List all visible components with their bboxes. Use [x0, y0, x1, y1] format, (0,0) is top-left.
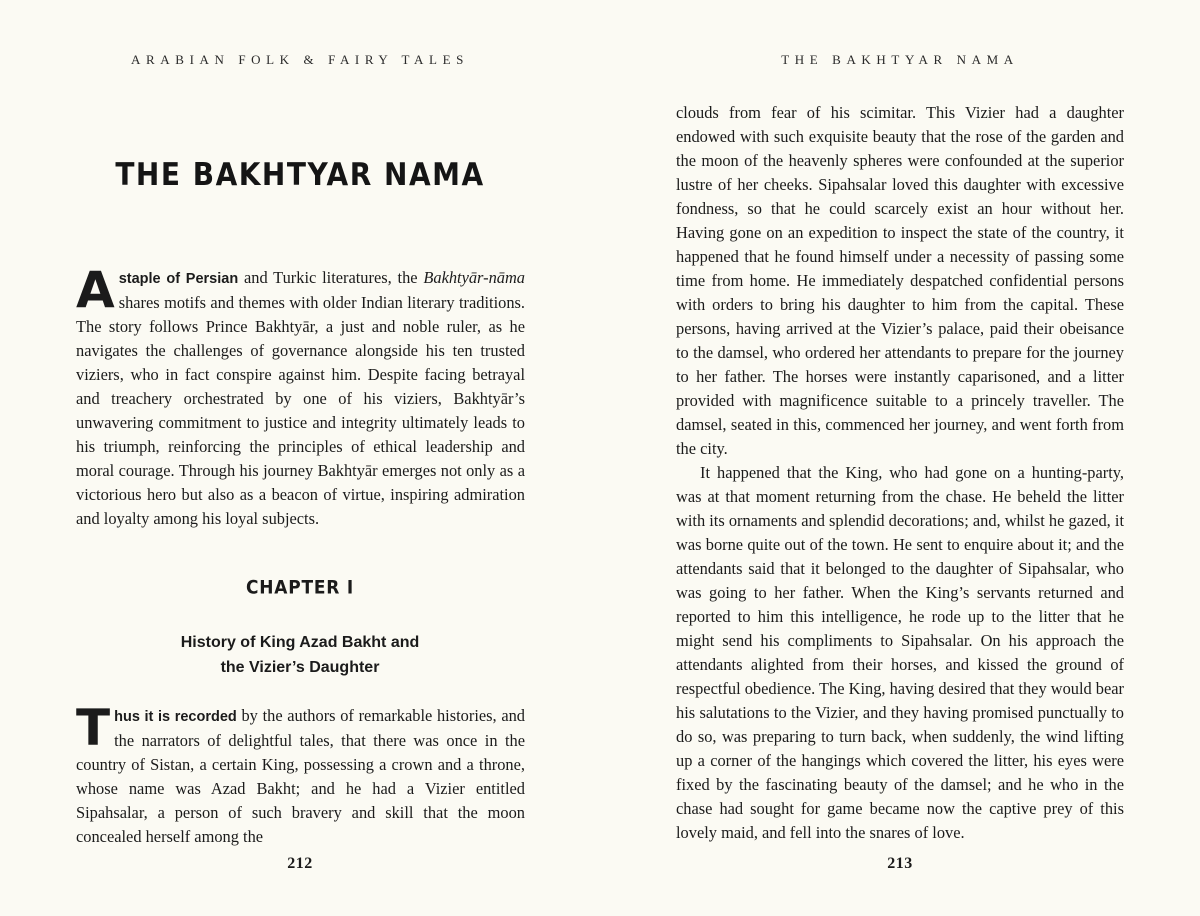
section-title-line-2: the Vizier’s Daughter [220, 659, 380, 676]
intro-lead-words: staple of Persian [118, 271, 239, 287]
chapter-text-rest: by the authors of remarkable histories, and the narrators of delightful tales, that there was once in the country of Sistan, a certain King, possessing a crown and a throne, whose name was Azad Bakht; and he had a Vizier entitled Sipahsalar, a person of such bravery and skill that the moon concealed herself among the [76, 706, 525, 846]
chapter-heading: CHAPTER I [245, 577, 355, 599]
page-title: THE BAKHTYAR NAMA [115, 156, 485, 193]
section-title-line-1: History of King Azad Bakht and [180, 634, 420, 651]
running-head-left: ARABIAN FOLK & FAIRY TALES [131, 52, 469, 67]
chapter-lead-words: hus it is recorded [114, 709, 237, 725]
chapter-opening-paragraph [76, 699, 525, 849]
intro-text-start: and Turkic literatures, the [238, 268, 424, 287]
intro-paragraph [76, 261, 525, 531]
page-number-right: 213 [887, 855, 913, 872]
right-page-body [676, 101, 1124, 845]
section-title [0, 630, 600, 680]
right-paragraph-2: It happened that the King, who had gone on a hunting-party, was at that moment returning from the chase. He beheld the litter with its ornaments and splendid decorations; and, whilst he gazed, it was borne quite out of the town. He sent to enquire about it; and the attendants said that it belonged to the daughter of Sipahsalar, who was going to her father. When the King’s servants returned and reported to him this intelligence, he rode up to the litter that he might send his compliments to Sipahsalar. On his approach the attendants alighted from their horses, and kissed the ground of respectful obedience. The King, having desired that they would bear his salutations to the Vizier, and they having promised punctually to do so, was preparing to turn back, when suddenly, the wind lifting up a corner of the hangings which covered the litter, his eyes were fixed by the fascinating beauty of the damsel; and he who in the chase had sought for game became now the captive prey of this lovely maid, and fell into the snares of love. [676, 463, 1125, 842]
intro-italic-title: Bakhtyār-nāma [423, 268, 525, 287]
page-number-left: 212 [287, 855, 313, 872]
running-head-right: THE BAKHTYAR NAMA [781, 52, 1019, 67]
dropcap-intro: A [76, 261, 115, 319]
right-paragraph-1: clouds from fear of his scimitar. This Vizier had a daughter endowed with such exquisite beauty that the rose of the garden and the moon of the heavenly spheres were confounded at the superior lustre of her cheeks. Sipahsalar loved this daughter with excessive fondness, so that he could scarcely exist an hour without her. Having gone on an expedition to inspect the state of the country, it happened that he found himself under a necessity of passing some time from home. He immediately despatched confidential persons with orders to bring his daughter to him from the capital. These persons, having arrived at the Vizier’s palace, paid their obeisance to the damsel, who ordered her attendants to prepare for the journey to her father. The horses were instantly caparisoned, and a litter provided with magnificence suitable to a princely traveller. The damsel, seated in this, commenced her journey, and went forth from the city. [676, 103, 1124, 458]
right-page [600, 0, 1200, 916]
dropcap-chapter: T [76, 699, 111, 757]
intro-text-rest: shares motifs and themes with older Indian literary traditions. The story follows Prince Bakhtyār, a just and noble ruler, as he navigates the challenges of governance alongside his ten trusted viziers, who in fact conspire against him. Despite facing betrayal and treachery orchestrated by one of his viziers, Bakhtyār’s unwavering commitment to justice and integrity ultimately leads to his triumph, reinforcing the principles of ethical leadership and moral courage. Through his journey Bakhtyār emerges not only as a victorious hero but also as a beacon of virtue, inspiring admiration and loyalty among his loyal subjects. [76, 293, 525, 528]
